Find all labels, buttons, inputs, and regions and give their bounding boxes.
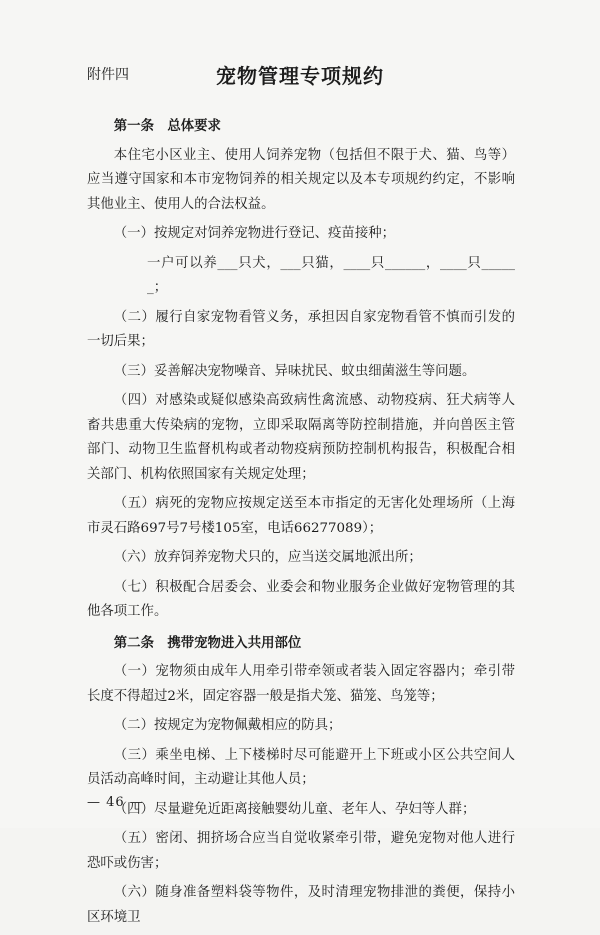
article-1-intro: 本住宅小区业主、使用人饲养宠物（包括但不限于犬、猫、鸟等）应当遵守国家和本市宠物饲养的相关规定以及本专项规约约定，不影响其他业主、使用人的合法权益。: [87, 147, 515, 212]
article-1-item-1: （一）按规定对饲养宠物进行登记、疫苗接种；: [113, 226, 395, 241]
article-2-item-1: （一）宠物须由成年人用牵引带牵领或者装入固定容器内；牵引带长度不得超过2米，固定容器一般是指犬笼、猫笼、鸟笼等；: [87, 664, 515, 704]
article-1-heading: 第一条 总体要求: [113, 118, 221, 134]
article-2-heading: 第二条 携带宠物进入共用部位: [113, 634, 302, 651]
article-1-item-5: （五）病死的宠物应按规定送至本市指定的无害化处理场所（上海市灵石路697号7号楼105室，电话66277089）；: [87, 496, 515, 536]
article-2-item-3: （三）乘坐电梯、上下楼梯时尽可能避开上下班或小区公共空间人员活动高峰时间，主动避让其他人员；: [87, 747, 515, 787]
article-1-item-7: （七）积极配合居委会、业委会和物业服务企业做好宠物管理的其他各项工作。: [87, 579, 515, 619]
document-body: [87, 114, 515, 935]
article-1-item-4: （四）对感染或疑似感染高致病性禽流感、动物疫病、狂犬病等人畜共患重大传染病的宠物，立即采取隔离等防控制措施，并向兽医主管部门、动物卫生监督机构或者动物疫病预防控制机构报告，积极配合相关部门、机构依照国家有关规定处理；: [87, 393, 515, 482]
article-2-item-6: （六）随身准备塑料袋等物件，及时清理宠物排泄的粪便，保持小区环境卫: [87, 885, 515, 925]
article-1-item-6: （六）放弃饲养宠物犬只的，应当送交属地派出所；: [113, 550, 422, 565]
article-1-item-2: （二）履行自家宠物看管义务，承担因自家宠物看管不慎而引发的一切后果；: [87, 309, 515, 349]
page-number: — 46 —: [87, 795, 144, 810]
document-title: 宠物管理专项规约: [216, 64, 384, 88]
article-2-item-2: （二）按规定为宠物佩戴相应的防具；: [113, 718, 342, 733]
attachment-label: 附件四: [87, 67, 129, 83]
article-2-item-5: （五）密闭、拥挤场合应当自觉收紧牵引带，避免宠物对他人进行恐吓或伤害；: [87, 831, 515, 871]
article-1-item-3: （三）妥善解决宠物噪音、异味扰民、蚊虫细菌滋生等问题。: [113, 363, 476, 379]
article-2-item-4: （四）尽量避免近距离接触婴幼儿童、老年人、孕妇等人群；: [113, 801, 476, 817]
article-1-quota-line: 一户可以养___只犬，___只猫，____只______，____只______；: [147, 255, 515, 295]
